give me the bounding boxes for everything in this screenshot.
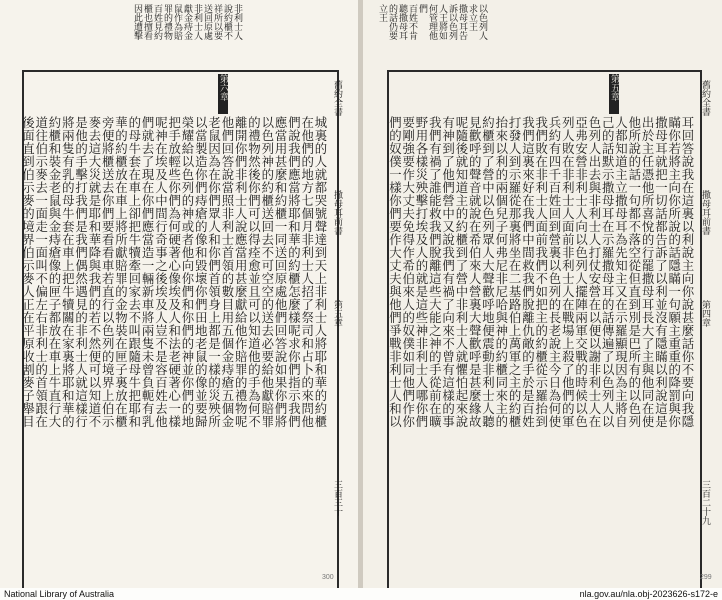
text-column: 應當用甚麼和約櫃一同送回原處他們回答說如果你們將 [273,116,289,428]
footer-identifier: nla.gov.au/nla.obj-2023626-s172-e [361,588,722,600]
margin-note: 非利士人 [192,4,202,40]
text-column: 的母牛套在車上卻把牛犢牽回家去不叫跟隨母牛把耶和 [126,116,142,428]
left-header-title: 舊約全書 [332,80,342,116]
text-column: 打發人到示羅從那裏將坐在二基路伯上萬軍之主的約櫃 [507,116,523,428]
text-column: 老鼠因為在你們眾人和你們首領身上都是一樣的災殃所 [206,116,222,428]
text-column: 將兩隻有乳的母牛套在車上把牛犢關在家裏將耶和華的 [60,116,76,428]
text-column: 道往伯示麥去一面走一面叫不偏左右非利士的首領跟在 [33,116,49,428]
text-column: 我們有禍了誰能救我們脫離這些大能之神的手從前在曠 [427,116,443,428]
text-column: 離開你們非利士人說應當用甚麼獻給他作賠罪的禮物呢 [233,116,249,428]
left-chapter-label: 第五章 [332,300,342,327]
right-scan-page-number: 299 [700,574,712,581]
text-column: 約櫃到了營中以色列眾人大聲歡呼地便震動非利士人聽 [480,116,496,428]
text-column: 的禮物然後你們可以得痊愈並且可以知道他的手為何不 [246,116,262,428]
text-column: 有神到了他們營中又說我們有禍了向來不曾有這樣的事 [440,116,456,428]
text-column: 要剛強要作大丈夫免得作希伯來人的奴僕如同他們作你 [400,116,416,428]
margin-note: 以色列人 [477,4,487,40]
left-page-number: 三百三十 [332,480,342,516]
text-column: 們說我們應當將耶和華的約櫃怎麼樣呢求你們指示我們 [286,116,302,428]
margin-note: 罪的禮物 [162,4,172,40]
margin-note: 何管理他 [427,4,437,40]
margin-note: 獻金痔金 [182,4,192,40]
footer-library-name: National Library of Australia [0,588,365,600]
book-spine [358,0,363,588]
text-column: 色列人出去與非利士人打仗安營在以便以謝非利士人在 [586,116,602,428]
text-column: 在他們的地方七個月非利士人招了祭司和占卜的來問他 [299,116,315,428]
margin-note: 百姓見約 [152,4,162,40]
margin-note: 的話仍要 [387,4,397,40]
text-column: 旁便將櫃送去你們要看看車若直行以色列的境界上伯示 [100,116,116,428]
margin-note: 送回原處 [202,4,212,40]
text-column: 呢神在埃及人中間行奇事之後埃及人豈不是容百姓去他 [153,116,169,428]
text-column: 後面直到伯示麥的境界伯示麥人正在平原收割麥子舉目 [20,116,36,428]
margin-note: 撒母耳告 [457,4,467,40]
text-column: 麥去這大災就是耶和華降與我們的若不然便可以知道不 [86,116,102,428]
margin-note: 聽撒母耳 [397,4,407,40]
text-column: 撒母耳就把一切話都告訴了以利並沒有隱瞞以利說這是 [653,116,669,428]
left-chapter-marker: 第六章 [218,74,228,114]
text-column: 榮耀給以色列的神或者他向你們和你們的神並你們的地 [180,116,195,428]
text-column: 他所說的話一句都不落空從但直到別是巴所有的以色列 [626,116,642,428]
margin-note: 祥所以要 [212,4,222,40]
text-column: 己的話默示撒母耳在示羅撒母耳的話傳遍了以色列人以 [600,116,616,428]
right-chapter-label: 第四章 [700,300,710,327]
right-page-number: 三百二十九 [700,480,710,525]
margin-note: 訴以色列 [447,4,457,40]
text-column: 他們回答說當照非利士首領的數目用五個金痔瘡五個金 [219,116,235,428]
text-column: 亞弗安營非利士人向以色列人擺陣兩軍交戰的時候以色 [573,116,589,428]
margin-note: 因此遭擊 [132,4,142,40]
right-header-title: 舊約全書 [700,80,710,116]
text-column: 們的奴僕一樣你們要作大丈夫與他們爭戰非利士人和以 [387,116,403,428]
text-column: 出於主任憑他所喜悅的行罷撒母耳長大了主與他同在使 [640,116,656,428]
text-column: 以色列神的約櫃送回去不可空空的送去必要給他獻賠罪 [259,116,275,428]
text-column: 是他的手擊打我們是我們偶然遇見的非利士人就這樣行 [73,116,89,428]
text-column: 把手放輕些你們為何硬著心像埃及人和法老硬著心一樣 [166,116,182,428]
text-column: 約櫃和裝金老鼠與金痔瘡像的匣子都放在車上牛直行大 [47,116,62,428]
margin-note: 非利士人 [232,4,242,40]
right-header-book: 撒母耳前書 [700,190,710,235]
left-header-book: 撒母耳前書 [332,190,342,235]
margin-note: 們 [417,4,427,13]
right-chapter-marker: 第五章 [609,74,619,114]
margin-note: 說約櫃不 [222,4,232,40]
margin-note: 櫃也擅看 [142,4,152,40]
margin-note: 鼠作為賠 [172,4,182,40]
text-column: 列人敗在非利士人面前非利士人在戰場上殺了他們的軍 [560,116,576,428]
text-column: 耳回答說我在這裏以利說主向你說甚麼話你不要向我隱 [680,116,695,428]
margin-note: 求立王 [467,4,477,31]
text-column: 野用各樣災殃擊打埃及人的就是這些神非利士人哪你們 [414,116,429,428]
margin-note: 立王 [377,4,387,22]
text-column: 我們敗在非利士人面前我們不如把主的約櫃從示羅抬到 [533,116,549,428]
margin-note: 百姓不肯 [407,4,417,40]
text-column: 們就去了現在你們應當造一輛新車將兩隻未曾負軛有乳 [140,116,156,428]
margin-note: 人王將如 [437,4,447,40]
text-column: 城裏的人就都哭號聲達到天上非利士人將耶和華的約櫃 [313,116,328,428]
text-column: 見歡呼的聲音就說在希伯來人營裏大聲歡呼是甚麼緣故 [467,116,483,428]
text-column: 兵約有四千百姓回到營裏以色列的長老說主今日為何使 [547,116,562,428]
text-column: 以當製造你們痔瘡的像和毀壞你們田地老鼠的像並要歸 [193,116,209,428]
left-scan-page-number: 300 [322,574,334,581]
text-column: 人都知道主立撒母耳為先知主又在示羅顯現因為主將自 [613,116,629,428]
text-column: 華的約櫃放在車上將所獻賠罪的金物裝在匣子裏放在櫃 [113,116,129,428]
text-column: 我們這裏來好在我們中間救我們脫離仇敵的手於是百姓 [520,116,536,428]
text-column: 瞞你若將主向你所說的話隱瞞一句願主重重的降罰與你 [666,116,682,428]
text-column: 呢隨後就知道主的約櫃到了營中非利士人就懼怕起來說 [453,116,469,428]
text-column: 抬來以利的兩個兒子何弗尼非尼哈與神的約櫃同來主的 [493,116,509,428]
